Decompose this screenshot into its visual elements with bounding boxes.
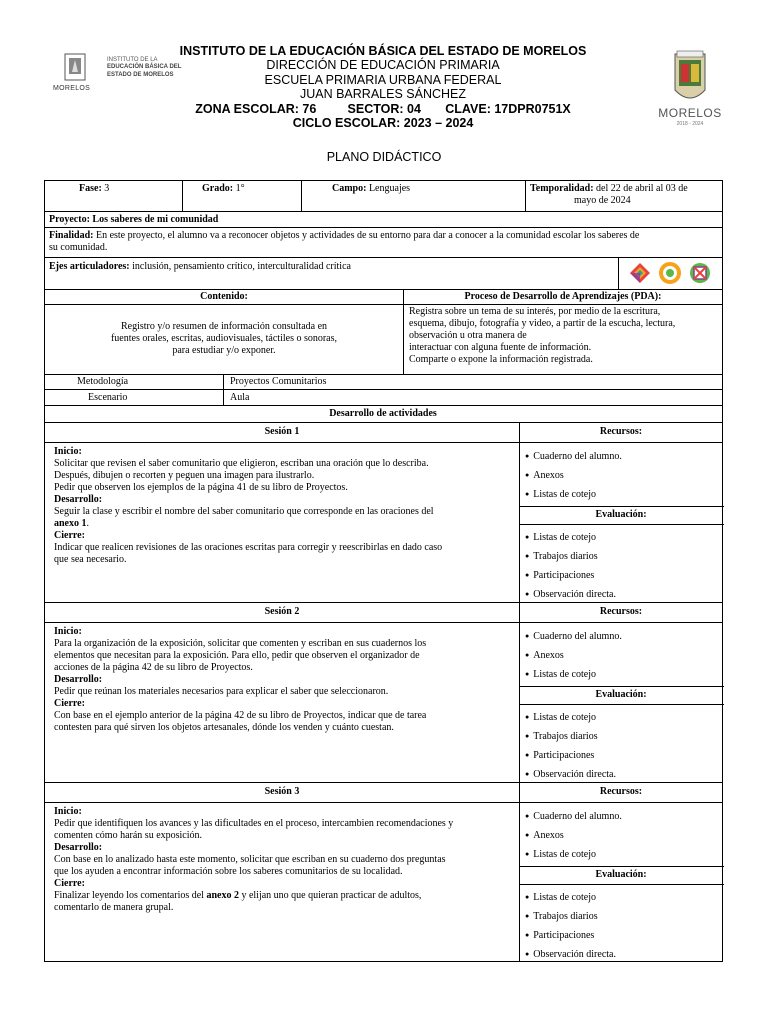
escenario-value: Aula xyxy=(230,392,250,403)
left-logo-caption: MORELOS xyxy=(53,85,91,92)
recursos-header: Recursos: xyxy=(599,606,643,617)
morelos-logo xyxy=(655,50,725,128)
ejes-icons-box xyxy=(618,258,720,290)
contenido-row xyxy=(45,304,722,374)
ejes-text: Ejes articuladores: inclusión, pensamiento crítico, interculturalidad crítica xyxy=(49,261,351,272)
recurso-item: ● Listas de cotejo xyxy=(525,489,596,500)
fase-cell: Fase: 3 xyxy=(79,183,110,194)
metodologia-label: Metodología xyxy=(77,376,129,387)
header-line: DIRECCIÓN DE EDUCACIÓN PRIMARIA xyxy=(266,58,500,73)
session-title: Sesión 3 xyxy=(264,786,300,797)
proyecto-title: Proyecto: Los saberes de mi comunidad xyxy=(49,214,219,225)
session-3 xyxy=(45,782,722,962)
finalidad-text: Finalidad: En este proyecto, el alumno va a reconocer objetos y actividades de su entorno para dar a conocer a la comunidad escolar los saberes de su comunidad. xyxy=(49,230,640,253)
escenario-row xyxy=(45,389,722,405)
contenido-header-row xyxy=(45,289,722,304)
session-title: Sesión 2 xyxy=(264,606,300,617)
recurso-item: ● Listas de cotejo xyxy=(525,669,596,680)
evaluacion-item: ● Observación directa. xyxy=(525,949,616,960)
recursos-header: Recursos: xyxy=(599,786,643,797)
header-line: CICLO ESCOLAR: 2023 – 2024 xyxy=(292,116,474,131)
pda-text: Registra sobre un tema de su interés, por medio de la escritura, esquema, dibujo, fotografía y video, a partir de la escucha, lectura, observación u otra manera de interactuar con alguna fuente de información. Comparte o expone la información registrada. xyxy=(409,306,676,365)
pensamiento-critico-icon xyxy=(659,262,681,284)
session-2-body: Inicio: Para la organización de la exposición, solicitar que comenten y escriban en sus cuadernos los elementos que necesitan para la exposición. Para ello, pedir que observen el organizador de acciones de la página 42 de su libro de Proyectos. Desarrollo: Pedir que reúnan los materiales necesarios para explicar el saber que seleccionaron. Cierre: Con base en el ejemplo anterior de la página 42 de su libro de Proyectos, indicar que de tarea contesten para qué sirven los objetos artesanales, dónde los venden y cuánto cuestan. xyxy=(54,626,427,733)
evaluacion-item: ● Observación directa. xyxy=(525,589,616,600)
recurso-item: ● Cuaderno del alumno. xyxy=(525,811,622,822)
ejes-row xyxy=(45,257,722,289)
evaluacion-header: Evaluación: xyxy=(595,509,647,520)
campo-cell: Campo: Lenguajes xyxy=(332,183,411,194)
evaluacion-item: ● Participaciones xyxy=(525,750,594,761)
evaluacion-item: ● Listas de cotejo xyxy=(525,532,596,543)
school-header xyxy=(150,44,616,130)
metodologia-value: Proyectos Comunitarios xyxy=(230,376,327,387)
escenario-label: Escenario xyxy=(88,392,128,403)
session-1 xyxy=(45,422,722,602)
evaluacion-item: ● Trabajos diarios xyxy=(525,551,598,562)
morelos-emblem-icon xyxy=(62,52,88,84)
header-line: JUAN BARRALES SÁNCHEZ xyxy=(299,87,466,102)
planning-table xyxy=(44,180,723,962)
proyecto-row xyxy=(45,211,722,227)
session-title: Sesión 1 xyxy=(264,426,300,437)
general-info-row xyxy=(45,181,722,211)
interculturalidad-icon xyxy=(689,262,711,284)
header-line: ZONA ESCOLAR: 76 SECTOR: 04 CLAVE: 17DPR0751X xyxy=(195,101,571,116)
evaluacion-item: ● Trabajos diarios xyxy=(525,911,598,922)
evaluacion-item: ● Participaciones xyxy=(525,930,594,941)
evaluacion-item: ● Participaciones xyxy=(525,570,594,581)
recursos-header: Recursos: xyxy=(599,426,643,437)
pda-header: Proceso de Desarrollo de Aprendizajes (PDA): xyxy=(464,291,662,302)
desarrollo-header-row xyxy=(45,405,722,422)
header-line: ESCUELA PRIMARIA URBANA FEDERAL xyxy=(264,72,502,87)
morelos-shield-icon xyxy=(672,50,708,106)
recurso-item: ● Anexos xyxy=(525,650,564,661)
evaluacion-item: ● Listas de cotejo xyxy=(525,712,596,723)
recurso-item: ● Anexos xyxy=(525,830,564,841)
evaluacion-header: Evaluación: xyxy=(595,869,647,880)
right-logo-caption: MORELOS xyxy=(658,106,722,120)
evaluacion-item: ● Listas de cotejo xyxy=(525,892,596,903)
evaluacion-item: ● Trabajos diarios xyxy=(525,731,598,742)
recurso-item: ● Cuaderno del alumno. xyxy=(525,451,622,462)
institute-logo-text: INSTITUTO DE LA EDUCACIÓN BÁSICA DEL ESTADO DE MORELOS xyxy=(107,57,182,78)
recurso-item: ● Listas de cotejo xyxy=(525,849,596,860)
session-1-body: Inicio: Solicitar que revisen el saber comunitario que eligieron, escriban una oración que lo describa. Después, dibujen o recorten y peguen una imagen para ilustrarlo. Pedir que observen los ejemplos de la página 41 de su libro de Proyectos. Desarrollo: Seguir la clase y escribir el nombre del saber comunitario que corresponde en las oraciones del anexo 1. Cierre: Indicar que realicen revisiones de las oraciones escritas para corregir y reescribirlas en dado caso que sea necesario. xyxy=(54,446,443,565)
inclusion-icon xyxy=(629,262,651,284)
recurso-item: ● Anexos xyxy=(525,470,564,481)
grado-cell: Grado: 1° xyxy=(202,183,245,194)
contenido-header: Contenido: xyxy=(200,291,248,302)
contenido-text: Registro y/o resumen de información consultada en fuentes orales, escritas, audiovisuales, táctiles o sonoras, para estudiar y/o exponer. xyxy=(110,321,338,356)
finalidad-row xyxy=(45,227,722,257)
right-logo-years: 2018 - 2024 xyxy=(676,121,704,127)
header-line: INSTITUTO DE LA EDUCACIÓN BÁSICA DEL ESTADO DE MORELOS xyxy=(179,44,587,58)
evaluacion-item: ● Observación directa. xyxy=(525,769,616,780)
session-3-body: Inicio: Pedir que identifiquen los avances y las dificultades en el proceso, intercambien recomendaciones y comenten cómo harán su exposición. Desarrollo: Con base en lo analizado hasta este momento, solicitar que escriban en su cuaderno dos preguntas que los ayuden a encontrar información sobre los saberes comunitarios de su localidad. Cierre: Finalizar leyendo los comentarios del anexo 2 y elijan uno que quieran practicar de adultos, comentarlo de manera grupal. xyxy=(54,806,454,913)
desarrollo-header: Desarrollo de actividades xyxy=(329,408,437,419)
evaluacion-header: Evaluación: xyxy=(595,689,647,700)
document-title: PLANO DIDÁCTICO xyxy=(326,150,442,164)
metodologia-row xyxy=(45,374,722,389)
session-2 xyxy=(45,602,722,782)
recurso-item: ● Cuaderno del alumno. xyxy=(525,631,622,642)
temporalidad-cell: Temporalidad: del 22 de abril al 03 de mayo de 2024 xyxy=(530,183,688,206)
